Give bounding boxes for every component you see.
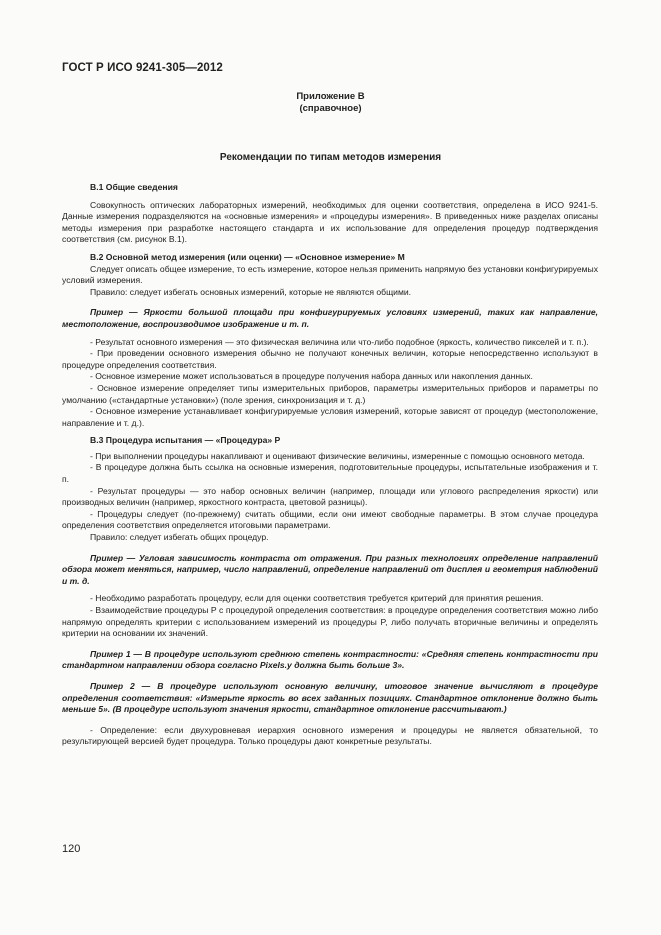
example-text: Пример — Угловая зависимость контраста от отражения. При разных технологиях определение направлений обзора может меняться, например, число направлений, определение направлений от дисплея и геометрия наблюдений и т. д. — [62, 552, 598, 586]
paragraph: Следует описать общее измерение, то есть измерение, которое нельзя применить напрямую без установки конфигурируемых условий измерения. — [62, 263, 598, 286]
example-text: Пример — Яркости большой площади при конфигурируемых условиях измерений, таких как направление, местоположение, воспроизводимое изображение и т. п. — [62, 307, 598, 329]
list-item: - Результат основного измерения — это физическая величина или что-либо подобное (яркость, количество пикселей и т. п.). — [90, 336, 589, 347]
list-item: - Основное измерение устанавливает конфигурируемые условия измерений, которые зависят от процедур (местоположение, направление и т. д.). — [62, 406, 598, 428]
list-item: - Основное измерение определяет типы измерительных приборов, параметры измерительных приборов и параметры по умолчанию («стандартные установки») (поле зрения, синхронизация и т. д.) — [62, 382, 598, 405]
page-number: 120 — [62, 843, 81, 855]
document-header: ГОСТ Р ИСО 9241-305—2012 — [62, 62, 223, 74]
appendix-subtitle: (справочное) — [299, 103, 362, 114]
list-item: - Взаимодействие процедуры P с процедурой определения соответствия: в процедуре определения соответствия можно либо напрямую определять критерии с использованием измерений из процедуры P, либо получать вторичные величины и определять критерии на основании их значений. — [62, 605, 598, 639]
section-b1-heading: В.1 Общие сведения — [90, 182, 178, 192]
list-item: - При выполнении процедуры накапливают и оценивают физические величины, измеренные с помощью основного метода. — [90, 450, 585, 461]
document-body — [62, 182, 598, 748]
appendix-title: Приложение В — [296, 91, 365, 102]
appendix-block — [0, 91, 661, 115]
main-title: Рекомендации по типам методов измерения — [219, 152, 442, 163]
rule-text: Правило: следует избегать основных измерений, которые не являются общими. — [90, 286, 412, 297]
list-item: - При проведении основного измерения обычно не получают конечных величин, которые непосредственно используют в процедуре определения соответствия. — [62, 348, 598, 370]
list-item: - В процедуре должна быть ссылка на основные измерения, подготовительные процедуры, испытательные изображения и т. п. — [62, 462, 598, 485]
list-item: - Определение: если двухуровневая иерархия основного измерения и процедуры не является обязательной, то результирующей версией будет процедура. Только процедуры дают конкретные результаты. — [62, 724, 598, 747]
list-item: - Основное измерение может использоваться в процедуре получения набора данных или накопления данных. — [90, 371, 533, 382]
paragraph: Совокупность оптических лабораторных измерений, необходимых для оценки соответствия, определена в ИСО 9241-5. Данные измерения подразделяются на «основные измерения» и «процедуры измерения». В приведенных ниже разделах описаны методы измерения при разработке настоящего стандарта и их использование для определения процедур подтверждения соответствия (см. рисунок В.1). — [62, 199, 598, 245]
section-b3-heading: В.3 Процедура испытания — «Процедура» P — [90, 435, 281, 446]
rule-text: Правило: следует избегать общих процедур. — [90, 532, 269, 543]
list-item: - Результат процедуры — это набор основных величин (например, площади или углового распределения яркости) или производных величин (например, яркостного контраста, цветовой разницы). — [62, 485, 598, 508]
example-text: Пример 1 — В процедуре используют среднюю степень контрастности: «Средняя степень контрастности при стандартном направлении обзора согласно Pixels.y должна быть больше 3». — [62, 648, 598, 671]
section-b2-heading: В.2 Основной метод измерения (или оценки) — «Основное измерение» M — [90, 251, 405, 262]
list-item: - Процедуры следует (по-прежнему) считать общими, если они имеют свободные параметры. В этом случае процедура определения соответствия определяется итоговыми параметрами. — [62, 508, 598, 531]
list-item: - Необходимо разработать процедуру, если для оценки соответствия требуется критерий для принятия решения. — [90, 593, 544, 604]
example-text: Пример 2 — В процедуре используют основную величину, итоговое значение вычисляют в процедуре определения соответствия: «Измерьте яркость во всех заданных позициях. Стандартное отклонение должно быть меньше 5». (В процедуре используют значения яркости, стандартное отклонение рассчитывают.) — [62, 680, 598, 715]
